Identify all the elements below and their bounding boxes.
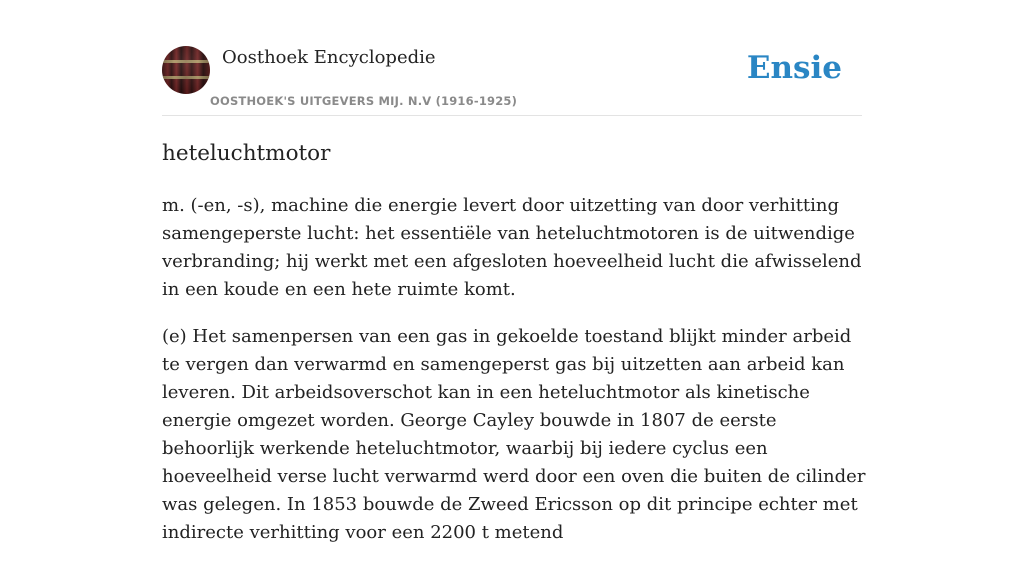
- avatar-shade: [162, 46, 210, 94]
- entry-body: [162, 192, 870, 566]
- entry-paragraph: m. (-en, -s), machine die energie levert door uitzetting van door verhitting samengeperste lucht: het essentiële van heteluchtmotoren is de uitwendige verbranding; hij werkt met een afgesloten hoeveelheid lucht die afwisselend in een koude en een hete ruimte komt.: [162, 195, 862, 300]
- publisher-label: OOSTHOEK'S UITGEVERS MIJ. N.V (1916-1925): [210, 94, 518, 108]
- ensie-logo[interactable]: Ensie: [746, 50, 842, 86]
- entry-title: heteluchtmotor: [162, 141, 331, 166]
- source-title-link[interactable]: Oosthoek Encyclopedie: [222, 47, 436, 68]
- encyclopedia-books-avatar[interactable]: [162, 46, 210, 94]
- site-header: [162, 40, 862, 116]
- entry-paragraph: (e) Het samenpersen van een gas in gekoelde toestand blijkt minder arbeid te vergen dan verwarmd en samengeperst gas bij uitzetten aan arbeid kan leveren. Dit arbeidsoverschot kan in een heteluchtmotor als kinetische energie omgezet worden. George Cayley bouwde in 1807 de eerste behoorlijk werkende heteluchtmotor, waarbij bij iedere cyclus een hoeveelheid verse lucht verwarmd werd door een oven die buiten de cilinder was gelegen. In 1853 bouwde de Zweed Ericsson op dit principe echter met indirecte verhitting voor een 2200 t metend: [162, 326, 866, 543]
